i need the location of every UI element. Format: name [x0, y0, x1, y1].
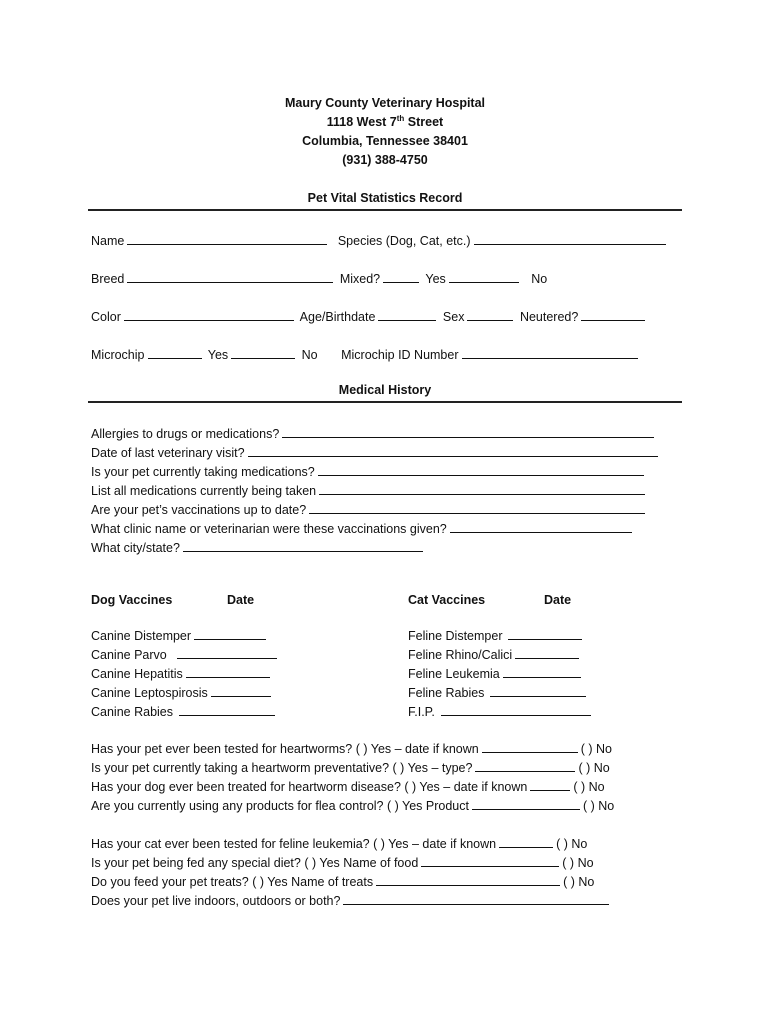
microchip-id-field[interactable]: [462, 346, 638, 359]
dog-vaccines-header: Dog Vaccines: [91, 593, 173, 607]
clinic-field[interactable]: [450, 520, 632, 533]
dog-vaccine-item: Canine Rabies: [91, 703, 278, 719]
row-breed: [91, 270, 691, 286]
microchip-field[interactable]: [148, 346, 202, 359]
cat-date-field[interactable]: [508, 627, 582, 640]
feline-leukemia-date-field[interactable]: [499, 835, 553, 848]
name-label: Name: [91, 234, 125, 248]
medical-q2: Date of last veterinary visit?: [91, 444, 691, 460]
sex-label: Sex: [442, 310, 465, 324]
breed-field[interactable]: [127, 270, 333, 283]
medical-history-title: Medical History: [338, 383, 432, 397]
medical-q6: What clinic name or veterinarian were these vaccinations given?: [91, 520, 691, 536]
age-label: Age/Birthdate: [299, 310, 376, 324]
cat-date-header: Date: [544, 593, 572, 607]
cat-vaccine-item: Feline Rhino/Calici: [408, 646, 582, 662]
heartworm-test-date-field[interactable]: [482, 740, 578, 753]
vaccinations-field[interactable]: [309, 501, 645, 514]
cat-date-field[interactable]: [515, 646, 579, 659]
dog-date-field[interactable]: [179, 703, 275, 716]
dog-vaccine-item: Canine Hepatitis: [91, 665, 273, 681]
sex-field[interactable]: [467, 308, 513, 321]
dog-vaccine-item: Canine Parvo: [91, 646, 280, 662]
microchip-id-label: Microchip ID Number: [341, 348, 459, 362]
medical-q3: Is your pet currently taking medications?: [91, 463, 691, 479]
medication-list-field[interactable]: [319, 482, 645, 495]
cat-vaccine-item: F.I.P.: [408, 703, 594, 719]
heartworm-type-field[interactable]: [475, 759, 575, 772]
species-label: Species (Dog, Cat, etc.): [337, 234, 471, 248]
medical-divider: [88, 401, 682, 403]
cat-date-field[interactable]: [503, 665, 581, 678]
microchip-yes-label: Yes: [207, 348, 229, 362]
dog-date-field[interactable]: [186, 665, 270, 678]
color-label: Color: [91, 310, 121, 324]
neutered-field[interactable]: [581, 308, 645, 321]
hospital-name: Maury County Veterinary Hospital: [284, 96, 486, 110]
hospital-address: 1118 West 7th Street: [326, 113, 444, 129]
age-field[interactable]: [378, 308, 436, 321]
dog-date-field[interactable]: [177, 646, 277, 659]
dog-vaccine-item: Canine Distemper: [91, 627, 269, 643]
cat-vaccines-header: Cat Vaccines: [408, 593, 486, 607]
mixed-label: Mixed?: [339, 272, 381, 286]
mixed-yes-field[interactable]: [449, 270, 519, 283]
feline-leukemia-question: Has your cat ever been tested for feline leukemia? ( ) Yes – date if known ( ) No: [91, 837, 588, 851]
cat-vaccine-item: Feline Distemper: [408, 627, 585, 643]
heartworm-treated-question: Has your dog ever been treated for heartworm disease? ( ) Yes – date if known ( ) No: [91, 780, 605, 794]
flea-control-question: Are you currently using any products for flea control? ( ) Yes Product ( ) No: [91, 799, 615, 813]
name-field[interactable]: [127, 232, 327, 245]
hospital-phone: (931) 388-4750: [342, 153, 428, 167]
row-microchip: [91, 346, 691, 362]
dog-vaccine-item: Canine Leptospirosis: [91, 684, 274, 700]
microchip-label: Microchip: [91, 348, 145, 362]
treats-name-field[interactable]: [376, 873, 560, 886]
medical-q1: Allergies to drugs or medications?: [91, 425, 691, 441]
medical-q4: List all medications currently being taken: [91, 482, 691, 498]
medical-q5: Are your pet’s vaccinations up to date?: [91, 501, 691, 517]
special-diet-question: Is your pet being fed any special diet? ( ) Yes Name of food ( ) No: [91, 856, 594, 870]
flea-product-field[interactable]: [472, 797, 580, 810]
cat-vaccine-item: Feline Rabies: [408, 684, 589, 700]
allergies-field[interactable]: [282, 425, 654, 438]
species-field[interactable]: [474, 232, 666, 245]
mixed-yes-label: Yes: [425, 272, 446, 286]
medications-field[interactable]: [318, 463, 644, 476]
indoors-outdoors-question: Does your pet live indoors, outdoors or both?: [91, 892, 691, 908]
color-field[interactable]: [124, 308, 294, 321]
city-state-field[interactable]: [183, 539, 423, 552]
heartworm-preventative-question: Is your pet currently taking a heartworm preventative? ( ) Yes – type? ( ) No: [91, 761, 610, 775]
breed-label: Breed: [91, 272, 125, 286]
last-visit-field[interactable]: [248, 444, 658, 457]
food-name-field[interactable]: [421, 854, 559, 867]
indoors-outdoors-field[interactable]: [343, 892, 609, 905]
microchip-no-label: No: [301, 348, 318, 362]
treats-question: Do you feed your pet treats? ( ) Yes Name of treats ( ) No: [91, 875, 595, 889]
medical-q7: What city/state?: [91, 539, 691, 555]
hospital-city: Columbia, Tennessee 38401: [302, 134, 468, 148]
microchip-yes-field[interactable]: [231, 346, 295, 359]
cat-date-field[interactable]: [441, 703, 591, 716]
mixed-field[interactable]: [383, 270, 419, 283]
dog-date-field[interactable]: [211, 684, 271, 697]
heartworm-treated-date-field[interactable]: [530, 778, 570, 791]
row-color: [91, 308, 691, 324]
heartworm-test-question: Has your pet ever been tested for heartworms? ( ) Yes – date if known ( ) No: [91, 742, 612, 756]
cat-date-field[interactable]: [490, 684, 586, 697]
mixed-no-label: No: [531, 272, 548, 286]
neutered-label: Neutered?: [519, 310, 579, 324]
title-divider: [88, 209, 682, 211]
row-name-species: [91, 232, 691, 248]
dog-date-header: Date: [227, 593, 255, 607]
form-title: Pet Vital Statistics Record: [307, 191, 463, 205]
cat-vaccine-item: Feline Leukemia: [408, 665, 584, 681]
dog-date-field[interactable]: [194, 627, 266, 640]
